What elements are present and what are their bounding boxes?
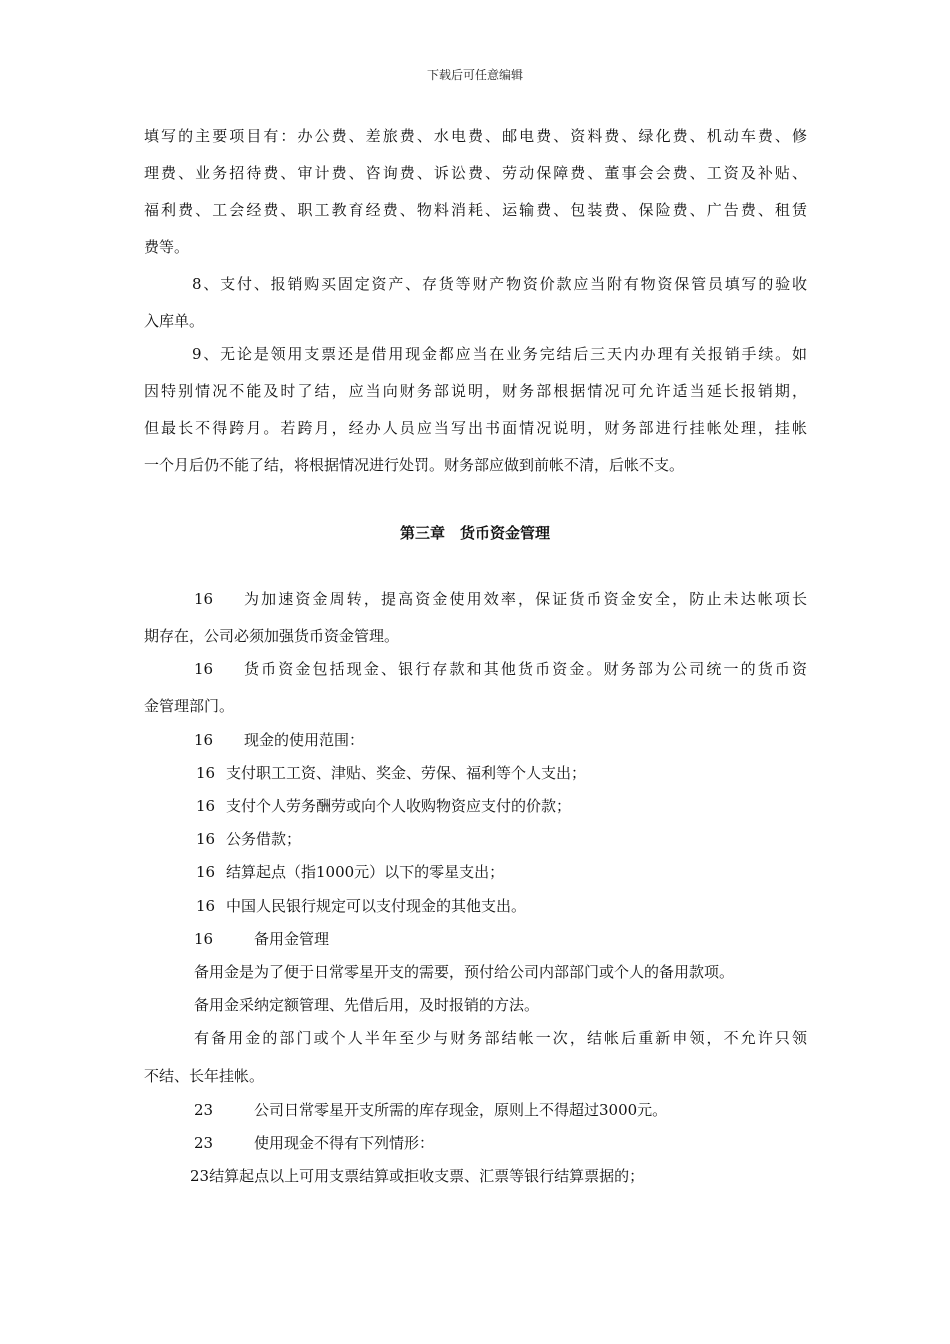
paragraph-line: 公司日常零星开支所需的库存现金，原则上不得超过3000元。 — [254, 1101, 668, 1119]
list-item: 支付职工工资、津贴、奖金、劳保、福利等个人支出； — [226, 764, 587, 782]
item-number: 16 — [196, 797, 216, 815]
list-item: 中国人民银行规定可以支付现金的其他支出。 — [226, 897, 527, 915]
item-number: 16 — [196, 830, 216, 848]
paragraph-line: 理费、业务招待费、审计费、咨询费、诉讼费、劳动保障费、董事会会费、工资及补贴、 — [144, 164, 807, 182]
paragraph-line: 金管理部门。 — [144, 697, 235, 715]
clause-number: 23 — [194, 1134, 214, 1152]
paragraph-line: 23结算起点以上可用支票结算或拒收支票、汇票等银行结算票据的； — [190, 1167, 645, 1185]
paragraph-line: 货币资金包括现金、银行存款和其他货币资金。财务部为公司统一的货币资 — [244, 660, 807, 678]
paragraph-line: 入库单。 — [144, 312, 205, 330]
clause-number: 16 — [194, 590, 214, 608]
paragraph-line: 因特别情况不能及时了结，应当向财务部说明，财务部根据情况可允许适当延长报销期， — [144, 382, 807, 400]
list-item: 结算起点（指1000元）以下的零星支出； — [226, 863, 505, 881]
paragraph-line: 期存在，公司必须加强货币资金管理。 — [144, 627, 400, 645]
list-item: 支付个人劳务酬劳或向个人收购物资应支付的价款； — [226, 797, 572, 815]
paragraph-line: 但最长不得跨月。若跨月，经办人员应当写出书面情况说明，财务部进行挂帐处理，挂帐 — [144, 419, 807, 437]
paragraph-line: 有备用金的部门或个人半年至少与财务部结帐一次，结帐后重新申领，不允许只领 — [194, 1029, 807, 1047]
item-number: 16 — [196, 897, 216, 915]
paragraph-line: 备用金是为了便于日常零星开支的需要，预付给公司内部部门或个人的备用款项。 — [194, 963, 735, 981]
clause-number: 23 — [194, 1101, 214, 1119]
item-number: 16 — [196, 764, 216, 782]
paragraph-line: 现金的使用范围： — [244, 731, 365, 749]
page-header: 下载后可任意编辑 — [426, 68, 523, 82]
item-number: 16 — [196, 863, 216, 881]
paragraph-line: 不结、长年挂帐。 — [144, 1067, 265, 1085]
paragraph-line: 9、无论是领用支票还是借用现金都应当在业务完结后三天内办理有关报销手续。如 — [192, 345, 807, 363]
paragraph-line: 填写的主要项目有：办公费、差旅费、水电费、邮电费、资料费、绿化费、机动车费、修 — [144, 127, 807, 145]
list-item: 公务借款； — [226, 830, 302, 848]
paragraph-line: 备用金采纳定额管理、先借后用，及时报销的方法。 — [194, 996, 540, 1014]
paragraph-line: 一个月后仍不能了结，将根据情况进行处罚。财务部应做到前帐不清，后帐不支。 — [144, 456, 685, 474]
clause-number: 16 — [194, 930, 214, 948]
paragraph-line: 费等。 — [144, 238, 190, 256]
chapter-title: 第三章 货币资金管理 — [399, 524, 550, 542]
paragraph-line: 8、支付、报销购买固定资产、存货等财产物资价款应当附有物资保管员填写的验收 — [192, 275, 807, 293]
paragraph-line: 福利费、工会经费、职工教育经费、物料消耗、运输费、包装费、保险费、广告费、租赁 — [144, 201, 807, 219]
clause-number: 16 — [194, 731, 214, 749]
paragraph-line: 使用现金不得有下列情形： — [254, 1134, 435, 1152]
paragraph-line: 备用金管理 — [254, 930, 330, 948]
paragraph-line: 为加速资金周转，提高资金使用效率，保证货币资金安全，防止未达帐项长 — [244, 590, 807, 608]
clause-number: 16 — [194, 660, 214, 678]
